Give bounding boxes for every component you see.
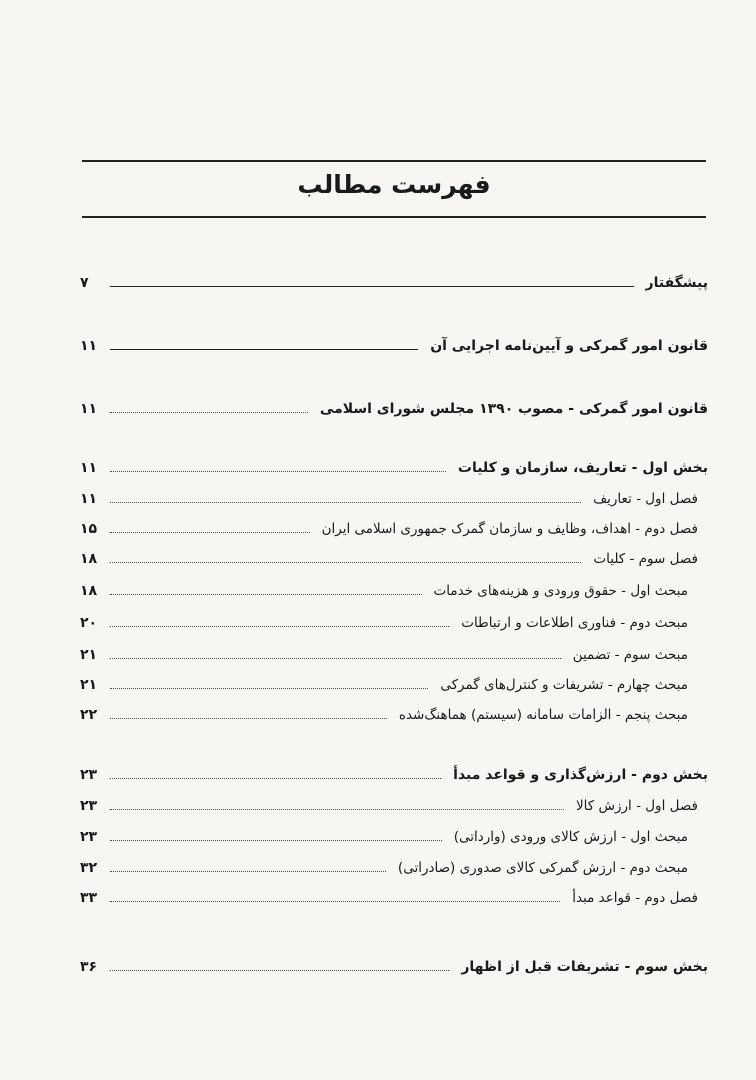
toc-label: فصل دوم - اهداف، وظایف و سازمان گمرک جمهوری اسلامی ایران xyxy=(321,521,698,537)
toc-label: مبحث اول - حقوق ورودی و هزینه‌های خدمات xyxy=(433,583,688,599)
toc-page: ۲۳ xyxy=(80,829,98,845)
toc-page: ۳۳ xyxy=(80,890,98,906)
toc-leader xyxy=(110,778,441,779)
toc-leader xyxy=(110,502,581,503)
toc-label: بخش سوم - تشریفات قبل از اظهار xyxy=(461,959,708,975)
toc-page: ۲۱ xyxy=(80,677,98,693)
toc-leader xyxy=(110,809,564,810)
toc-page: ۲۲ xyxy=(80,707,98,723)
toc-label: مبحث دوم - فناوری اطلاعات و ارتباطات xyxy=(461,615,688,631)
toc-label: مبحث اول - ارزش کالای ورودی (وارداتی) xyxy=(453,829,688,845)
toc-label: بخش اول - تعاریف، سازمان و کلیات xyxy=(457,460,708,476)
toc-entry-chapter-3-topic-5[interactable] xyxy=(80,704,708,726)
toc-entry-part-1-chapter-1[interactable] xyxy=(80,488,708,510)
toc-label: فصل اول - ارزش کالا xyxy=(575,798,698,814)
toc-leader xyxy=(110,471,446,472)
toc-page: ۷ xyxy=(80,275,89,291)
toc-label: مبحث دوم - ارزش گمرکی کالای صدوری (صادراتی) xyxy=(397,860,688,876)
toc-entry-foreword[interactable] xyxy=(80,272,708,294)
toc-page: ۲۳ xyxy=(80,798,98,814)
toc-page: ۱۱ xyxy=(80,460,98,476)
toc-label: مبحث چهارم - تشریفات و کنترل‌های گمرکی xyxy=(440,677,688,693)
toc-leader xyxy=(110,562,581,563)
toc-label: بخش دوم - ارزش‌گذاری و قواعد مبدأ xyxy=(453,767,708,783)
toc-entry-chapter-3-topic-4[interactable] xyxy=(80,674,708,696)
toc-entry-part-2-topic-2[interactable] xyxy=(80,857,708,879)
toc-page: ۲۳ xyxy=(80,767,98,783)
toc-page: ۲۰ xyxy=(80,615,98,631)
toc-entry-part-1[interactable] xyxy=(80,457,708,479)
toc-entry-part-2[interactable] xyxy=(80,764,708,786)
toc-leader xyxy=(110,688,428,689)
toc-label: فصل اول - تعاریف xyxy=(593,491,698,507)
toc-entry-chapter-3-topic-3[interactable] xyxy=(80,644,708,666)
toc-leader xyxy=(110,840,442,841)
toc-leader xyxy=(110,626,449,627)
toc-entry-part-2-topic-1[interactable] xyxy=(80,826,708,848)
toc-leader xyxy=(110,594,422,595)
toc-entry-chapter-3-topic-1[interactable] xyxy=(80,580,708,602)
toc-page: ۱۸ xyxy=(80,551,98,567)
toc-leader xyxy=(110,718,387,719)
toc-label: پیشگفتار xyxy=(645,275,708,291)
toc-page: ۳۲ xyxy=(80,860,98,876)
title-bottom-rule xyxy=(82,216,706,218)
toc-label: فصل دوم - قواعد مبدأ xyxy=(572,890,698,906)
toc-page: ۱۱ xyxy=(80,491,98,507)
toc-entry-chapter-3-topic-2[interactable] xyxy=(80,612,708,634)
toc-page: ۱۵ xyxy=(80,521,98,537)
toc-label: قانون امور گمرکی - مصوب ۱۳۹۰ مجلس شورای اسلامی xyxy=(319,401,708,417)
toc-leader xyxy=(110,532,310,533)
toc-leader xyxy=(110,970,449,971)
toc-label: فصل سوم - کلیات xyxy=(593,551,698,567)
toc-entry-customs-law-and-regulation[interactable] xyxy=(80,335,708,357)
toc-leader xyxy=(110,412,308,413)
toc-leader xyxy=(110,658,561,659)
toc-leader xyxy=(110,349,418,350)
toc-entry-part-2-chapter-2[interactable] xyxy=(80,887,708,909)
toc-leader xyxy=(110,871,386,872)
toc-page: ۳۶ xyxy=(80,959,98,975)
toc-page: ۱۱ xyxy=(80,401,98,417)
toc-entry-customs-law-1390[interactable] xyxy=(80,398,708,420)
toc-leader xyxy=(110,901,560,902)
toc-label: مبحث سوم - تضمین xyxy=(572,647,688,663)
toc-label: قانون امور گمرکی و آیین‌نامه اجرایی آن xyxy=(430,338,708,354)
toc-entry-part-1-chapter-2[interactable] xyxy=(80,518,708,540)
toc-leader xyxy=(110,286,634,287)
toc-entry-part-3[interactable] xyxy=(80,956,708,978)
toc-page: ۱۸ xyxy=(80,583,98,599)
title-top-rule xyxy=(82,160,706,162)
toc-entry-part-2-chapter-1[interactable] xyxy=(80,795,708,817)
toc-page: ۲۱ xyxy=(80,647,98,663)
toc-page: ۱۱ xyxy=(80,338,98,354)
page-title: فهرست مطالب xyxy=(297,170,491,199)
toc-entry-part-1-chapter-3[interactable] xyxy=(80,548,708,570)
toc-label: مبحث پنجم - الزامات سامانه (سیستم) هماهنگ‌شده xyxy=(398,707,688,723)
